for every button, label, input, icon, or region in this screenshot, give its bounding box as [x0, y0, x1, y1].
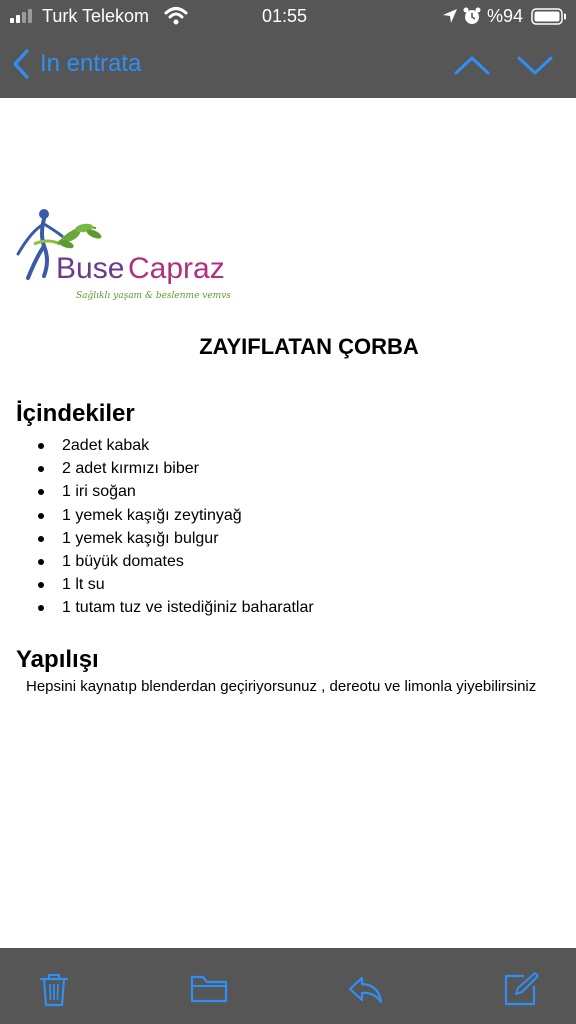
list-item: 1 iri soğan: [0, 480, 314, 503]
list-item: 1 tutam tuz ve istediğiniz baharatlar: [0, 596, 314, 619]
leaves-icon: [57, 222, 102, 250]
list-item: 1 yemek kaşığı bulgur: [0, 527, 314, 550]
chevron-up-icon[interactable]: [452, 50, 492, 80]
back-label: In entrata: [40, 50, 142, 77]
folder-icon[interactable]: [190, 970, 228, 1008]
compose-icon[interactable]: [502, 970, 540, 1008]
wifi-icon: [164, 6, 188, 26]
carrier-name: Turk Telekom: [42, 6, 150, 26]
method-heading: Yapılışı: [16, 646, 99, 673]
battery-icon: [531, 8, 567, 25]
reply-icon[interactable]: [346, 970, 384, 1008]
trash-icon[interactable]: [35, 970, 73, 1008]
top-bar: [0, 0, 576, 98]
logo-name-part2: Capraz: [128, 252, 225, 285]
logo-name-part1: Buse: [56, 252, 125, 285]
list-item: 2 adet kırmızı biber: [0, 457, 314, 480]
list-item: 2adet kabak: [0, 434, 314, 457]
battery-percent: %94: [487, 6, 524, 26]
ingredients-heading: İçindekiler: [16, 400, 135, 427]
list-item: 1 lt su: [0, 573, 314, 596]
chevron-left-icon: [10, 48, 32, 80]
bottom-toolbar: [0, 948, 576, 1024]
logo-tagline: Sağlıklı yaşam & beslenme vemvs: [76, 291, 231, 301]
recipe-title: ZAYIFLATAN ÇORBA: [199, 334, 419, 359]
method-text: Hepsini kaynatıp blenderdan geçiriyorsunuz , dereotu ve limonla yiyebilirsiniz: [26, 678, 537, 695]
list-item: 1 yemek kaşığı zeytinyağ: [0, 504, 314, 527]
busecapraz-logo: [14, 206, 254, 306]
chevron-down-icon[interactable]: [515, 50, 555, 80]
alarm-icon: [462, 6, 482, 26]
nav-bar: [0, 32, 576, 98]
status-bar: [0, 0, 576, 32]
message-content: [0, 98, 576, 948]
status-time: 01:55: [262, 6, 308, 26]
ingredients-list: [0, 434, 314, 620]
back-button[interactable]: [10, 46, 141, 82]
list-item: 1 büyük domates: [0, 550, 314, 573]
location-icon: [441, 7, 459, 25]
signal-icon: [10, 9, 38, 23]
